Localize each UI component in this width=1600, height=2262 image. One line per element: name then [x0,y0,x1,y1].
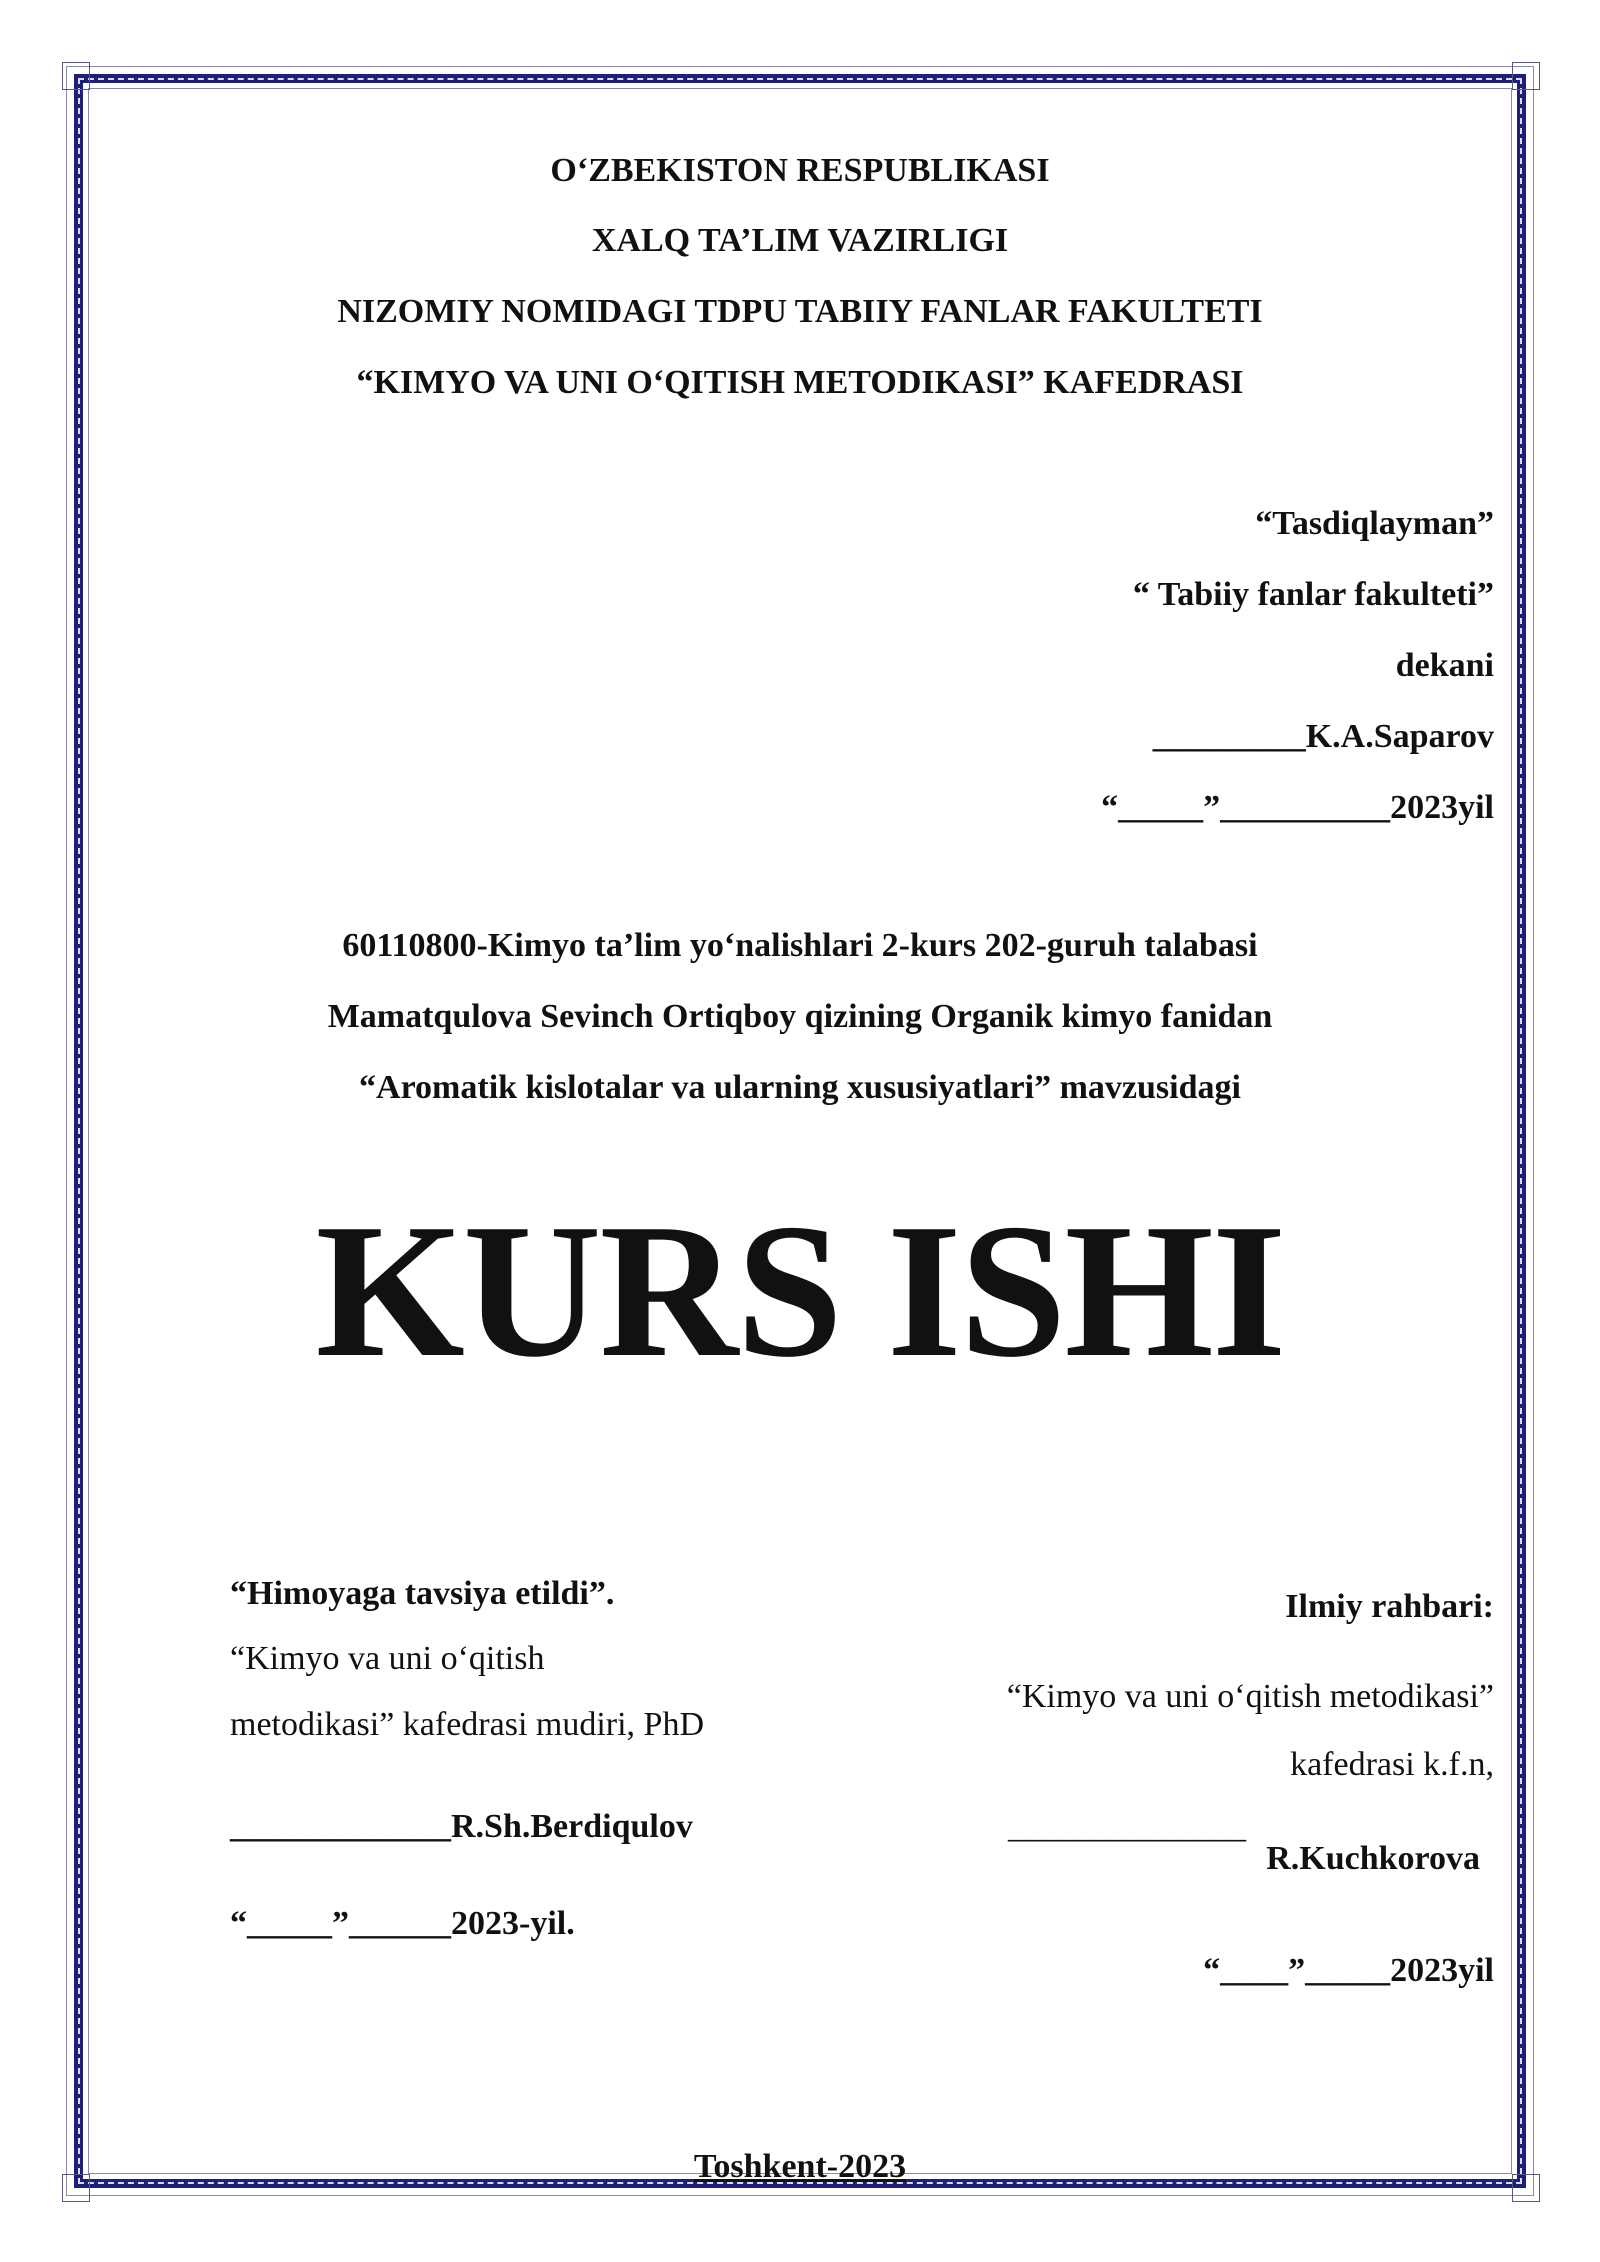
subject-student-group: 60110800-Kimyo ta’lim yo‘nalishlari 2-kurs 202-guruh talabasi [342,927,1258,964]
document-title: KURS ISHI [315,1184,1285,1397]
subject-topic: “Aromatik kislotalar va ularning xususiyatlari” mavzusidagi [359,1069,1241,1106]
defense-heading: “Himoyaga tavsiya etildi”. [230,1575,615,1612]
border-corner [1512,62,1540,90]
supervisor-dept-line1: “Kimyo va uni o‘qitish metodikasi” [1006,1678,1494,1715]
subject-student-name: Mamatqulova Sevinch Ortiqboy qizining Organik kimyo fanidan [327,998,1273,1035]
supervisor-name: R.Kuchkorova [1266,1840,1480,1877]
supervisor-signature-line: ______________ [1008,1808,1246,1845]
header-country: O‘ZBEKISTON RESPUBLIKASI [550,152,1050,189]
defense-dept-line1: “Kimyo va uni o‘qitish [230,1640,545,1677]
defense-date: “_____”______2023-yil. [230,1905,575,1942]
approval-heading: “Tasdiqlayman” [1255,505,1494,542]
supervisor-heading: Ilmiy rahbari: [1285,1588,1494,1625]
supervisor-dept-line2: kafedrasi k.f.n, [1290,1746,1494,1783]
supervisor-date: “____”_____2023yil [1203,1952,1494,1989]
approval-role: dekani [1395,647,1494,684]
border-corner [62,62,90,90]
header-department: “KIMYO VA UNI O‘QITISH METODIKASI” KAFEDRASI [356,364,1244,401]
header-faculty: NIZOMIY NOMIDAGI TDPU TABIIY FANLAR FAKULTETI [337,293,1263,330]
defense-signature: _____________R.Sh.Berdiqulov [230,1808,693,1845]
header-ministry: XALQ TA’LIM VAZIRLIGI [591,222,1009,259]
footer-city-year: Toshkent-2023 [693,2148,907,2185]
approval-signature: _________K.A.Saparov [1152,718,1494,755]
approval-faculty: “ Tabiiy fanlar fakulteti” [1132,576,1494,613]
defense-dept-line2: metodikasi” kafedrasi mudiri, PhD [230,1706,705,1743]
approval-date: “_____”__________2023yil [1101,789,1494,826]
